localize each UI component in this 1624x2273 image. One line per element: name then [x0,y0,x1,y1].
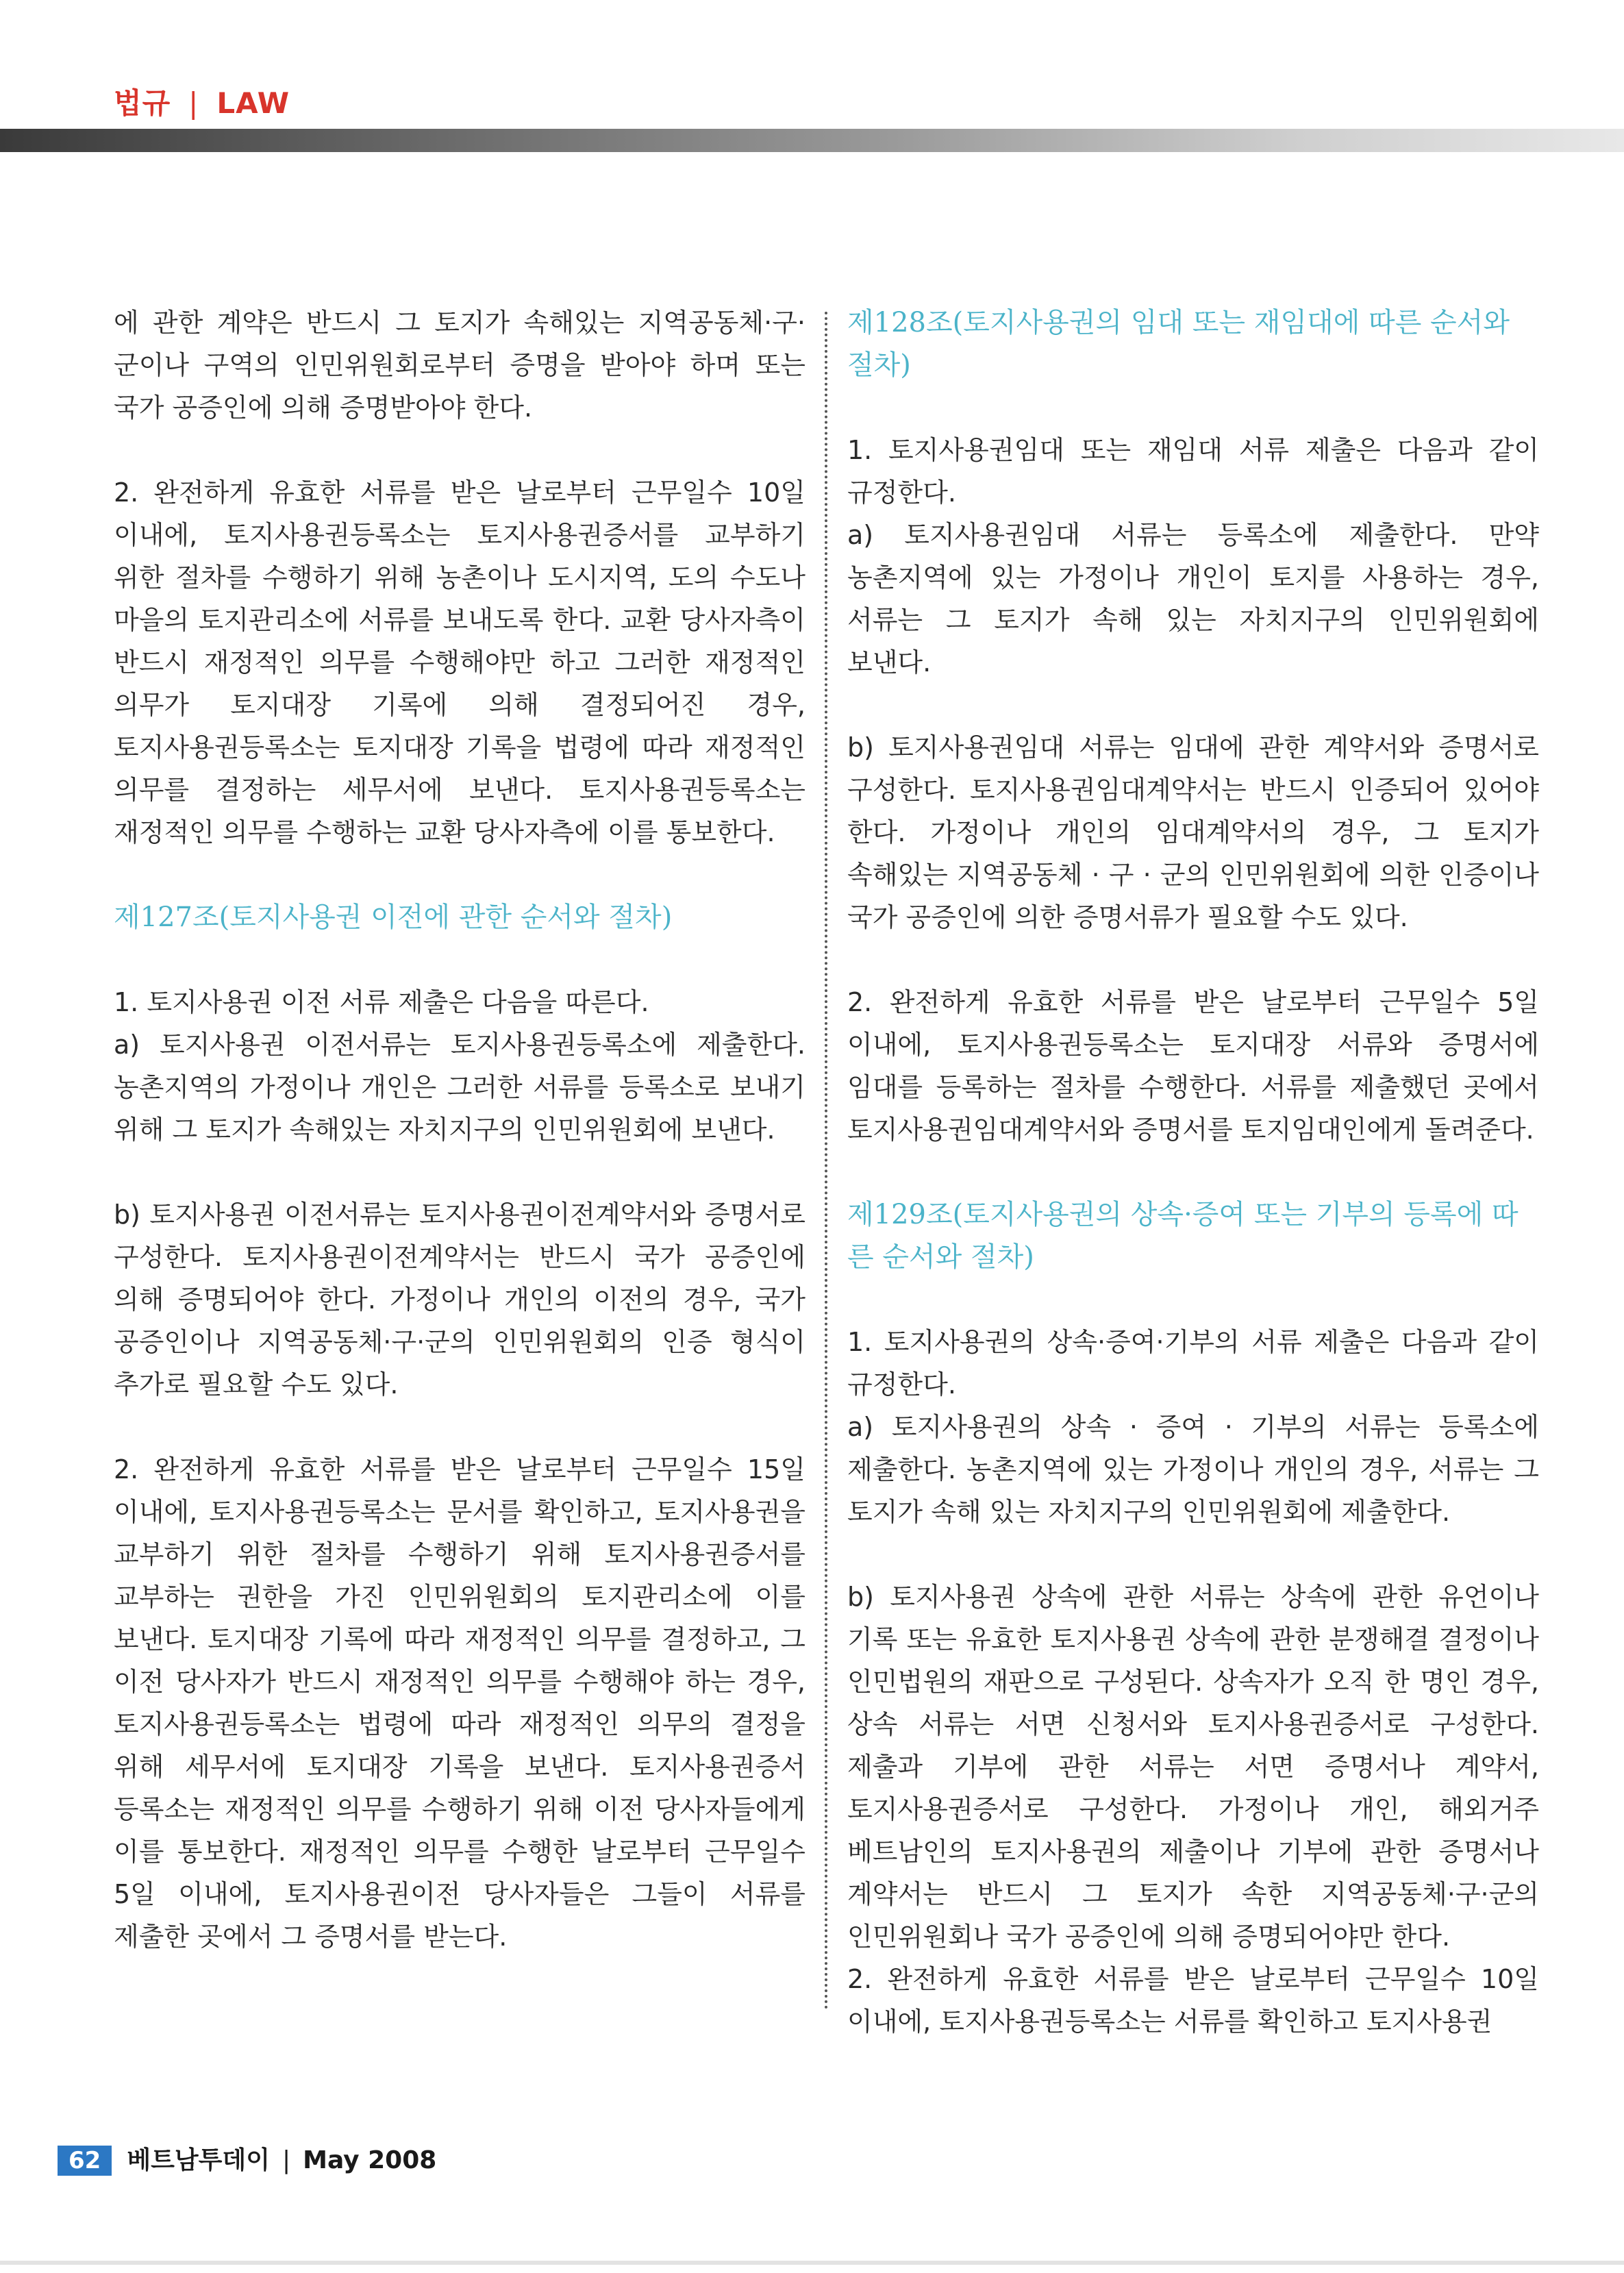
paragraph: 1. 토지사용권 이전 서류 제출은 다음을 따른다. [114,987,649,1017]
paragraph: 2. 완전하게 유효한 서류를 받은 날로부터 근무일수 15일 이내에, 토지사용권등록소는 문서를 확인하고, 토지사용권을 교부하기 위한 절차를 수행하기 위해 토지사용권증서를 교부하는 권한을 가진 인민위원회의 토지관리소에 이를 보낸다. 토지대장 기록에 따라 재정적인 의무를 결정하고, 그 이전 당사자가 반드시 재정적인 의무를 수행해야 하는 경우, 토지사용권등록소는 법령에 따라 재정적인 의무의 결정을 위해 세무서에 토지대장 기록을 보낸다. 토지사용권증서 등록소는 재정적인 의무를 수행하기 위해 이전 당사자들에게 이를 통보한다. 재정적인 의무를 수행한 날로부터 근무일수 5일 이내에, 토지사용권이전 당사자들은 그들이 서류를 제출한 곳에서 그 증명서를 받는다. [114,1454,805,1952]
paragraph: b) 토지사용권 상속에 관한 서류는 상속에 관한 유언이나 기록 또는 유효한 토지사용권 상속에 관한 분쟁해결 결정이나 인민법원의 재판으로 구성된다. 상속자가 오직 한 명인 경우, 상속 서류는 서면 신청서와 토지사용권증서로 구성한다. 제출과 기부에 관한 서류는 서면 증명서나 계약서, 토지사용권증서로 구성한다. 가정이나 개인, 해외거주 베트남인의 토지사용권의 제출이나 기부에 관한 증명서나 계약서는 반드시 그 토지가 속한 지역공동체·구·군의 인민위원회나 국가 공증인에 의해 증명되어야만 한다. [847,1582,1539,1952]
column-divider [825,312,827,2011]
header-separator: | [188,86,199,120]
header-gradient-bar [0,129,1624,152]
paragraph: 2. 완전하게 유효한 서류를 받은 날로부터 근무일수 5일 이내에, 토지사용권등록소는 토지대장 서류와 증명서에 임대를 등록하는 절차를 수행한다. 서류를 제출했던 곳에서 토지사용권임대계약서와 증명서를 토지임대인에게 돌려준다. [847,987,1539,1145]
paragraph: a) 토지사용권 이전서류는 토지사용권등록소에 제출한다. 농촌지역의 가정이나 개인은 그러한 서류를 등록소로 보내기 위해 그 토지가 속해있는 자치지구의 인민위원회에 보낸다. [114,1030,805,1145]
footer-separator: | [282,2146,291,2174]
paragraph: 2. 완전하게 유효한 서류를 받은 날로부터 근무일수 10일 이내에, 토지사용권등록소는 서류를 확인하고 토지사용권 [847,1964,1539,2037]
left-column [114,301,805,1958]
paragraph: 에 관한 계약은 반드시 그 토지가 속해있는 지역공동체·구·군이나 구역의 인민위원회로부터 증명을 받아야 하며 또는 국가 공증인에 의해 증명받아야 한다. [114,308,805,423]
section-title-english: LAW [216,86,290,120]
page-footer [58,2141,436,2176]
right-column [847,301,1539,2043]
article-heading-128: 제128조(토지사용권의 임대 또는 재임대에 따른 순서와 절차) [847,307,1510,381]
section-title-korean: 법규 [114,86,171,120]
page-number-badge: 62 [58,2146,112,2176]
section-header [114,81,290,122]
article-heading-129: 제129조(토지사용권의 상속·증여 또는 기부의 등록에 따른 순서와 절차) [847,1199,1519,1273]
paragraph: a) 토지사용권의 상속 · 증여 · 기부의 서류는 등록소에 제출한다. 농촌지역에 있는 가정이나 개인의 경우, 서류는 그 토지가 속해 있는 자치지구의 인민위원회에 제출한다. [847,1412,1539,1527]
bottom-edge-line [0,2261,1624,2265]
issue-date: May 2008 [303,2146,437,2174]
paragraph: 1. 토지사용권의 상속·증여·기부의 서류 제출은 다음과 같이 규정한다. [847,1327,1539,1400]
paragraph: 1. 토지사용권임대 또는 재임대 서류 제출은 다음과 같이 규정한다. [847,435,1539,508]
article-heading-127: 제127조(토지사용권 이전에 관한 순서와 절차) [114,902,673,933]
magazine-name: 베트남투데이 [127,2146,270,2174]
paragraph: b) 토지사용권임대 서류는 임대에 관한 계약서와 증명서로 구성한다. 토지사용권임대계약서는 반드시 인증되어 있어야 한다. 가정이나 개인의 임대계약서의 경우, 그 토지가 속해있는 지역공동체 · 구 · 군의 인민위원회에 의한 인증이나 국가 공증인에 의한 증명서류가 필요할 수도 있다. [847,732,1539,932]
paragraph: a) 토지사용권임대 서류는 등록소에 제출한다. 만약 농촌지역에 있는 가정이나 개인이 토지를 사용하는 경우, 서류는 그 토지가 속해 있는 자치지구의 인민위원회에 보낸다. [847,520,1539,678]
paragraph: b) 토지사용권 이전서류는 토지사용권이전계약서와 증명서로 구성한다. 토지사용권이전계약서는 반드시 국가 공증인에 의해 증명되어야 한다. 가정이나 개인의 이전의 경우, 국가 공증인이나 지역공동체·구·군의 인민위원회의 인증 형식이 추가로 필요할 수도 있다. [114,1200,805,1400]
paragraph: 2. 완전하게 유효한 서류를 받은 날로부터 근무일수 10일 이내에, 토지사용권등록소는 토지사용권증서를 교부하기 위한 절차를 수행하기 위해 농촌이나 도시지역, 도의 수도나 마을의 토지관리소에 서류를 보내도록 한다. 교환 당사자측이 반드시 재정적인 의무를 수행해야만 하고 그러한 재정적인 의무가 토지대장 기록에 의해 결정되어진 경우, 토지사용권등록소는 토지대장 기록을 법령에 따라 재정적인 의무를 결정하는 세무서에 보낸다. 토지사용권등록소는 재정적인 의무를 수행하는 교환 당사자측에 이를 통보한다. [114,477,805,847]
